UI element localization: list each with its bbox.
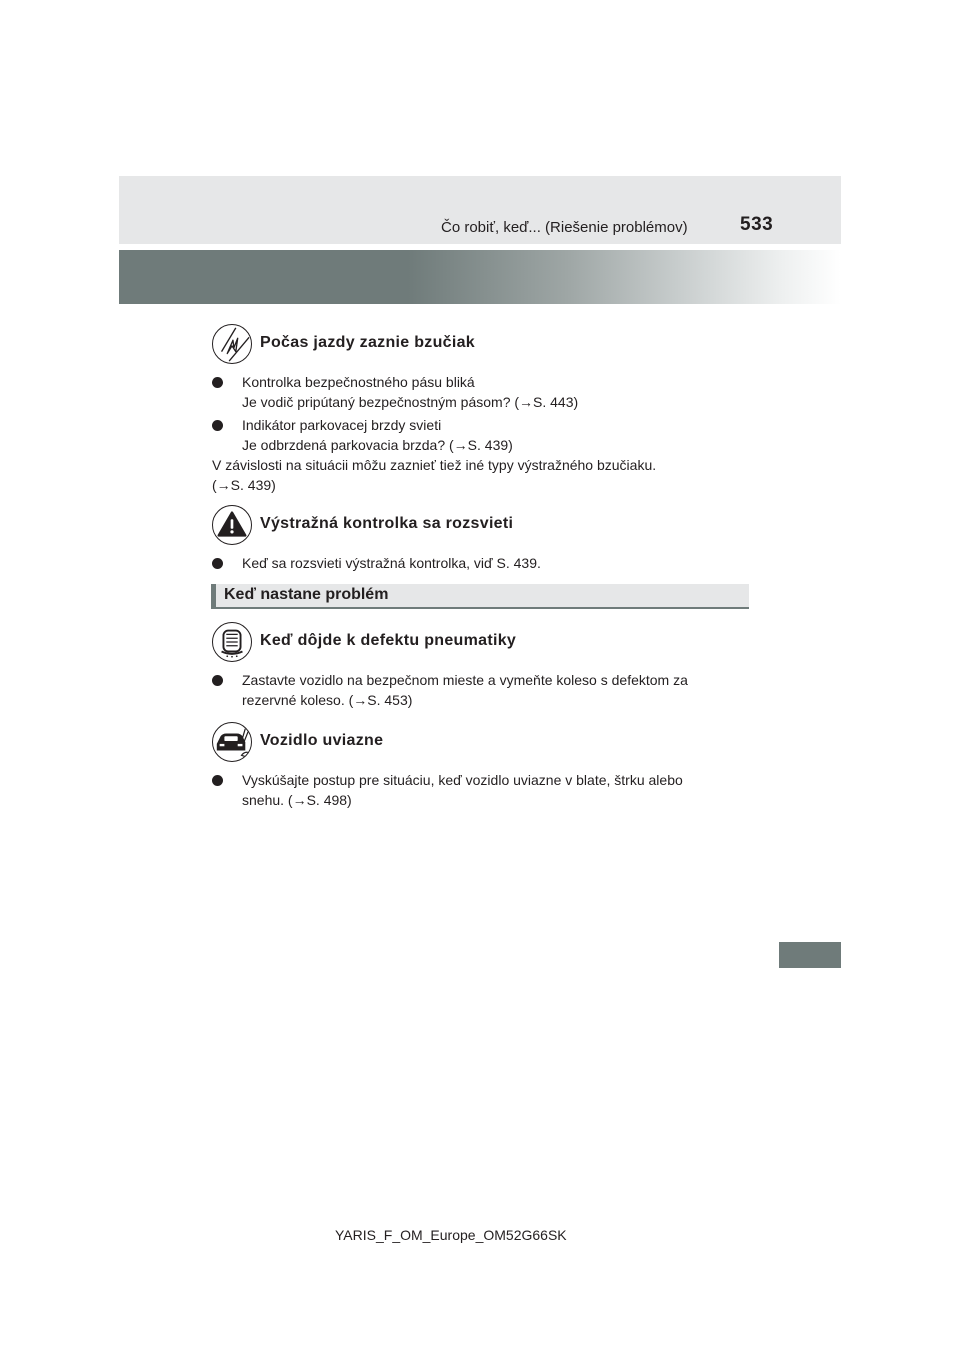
- list-item-text: snehu. (→S. 498): [242, 792, 352, 808]
- list-item-detail: Je vodič pripútaný bezpečnostným pásom? (→S. 443): [242, 394, 579, 410]
- page-header-title: Čo robiť, keď... (Riešenie problémov): [441, 219, 688, 236]
- list-item: [212, 670, 745, 710]
- bullet-icon: [212, 675, 223, 686]
- list-item: [212, 415, 745, 455]
- warning-triangle-icon: [212, 505, 252, 545]
- section-header: [211, 584, 749, 609]
- list-item-detail: Je odbrzdená parkovacia brzda? (→S. 439): [242, 437, 513, 453]
- bullet-icon: [212, 775, 223, 786]
- list-item: [212, 770, 745, 810]
- list-item-text: Vyskúšajte postup pre situáciu, keď vozidlo uviazne v blate, štrku alebo: [242, 772, 683, 788]
- list-item: [212, 553, 745, 573]
- section-title: Keď nastane problém: [224, 586, 389, 603]
- list-item-heading: Kontrolka bezpečnostného pásu bliká: [242, 374, 475, 390]
- bullet-icon: [212, 377, 223, 388]
- list-item-text: rezervné koleso. (→S. 453): [242, 692, 413, 708]
- topic-title: Výstražná kontrolka sa rozsvieti: [260, 515, 514, 532]
- topic-title: Vozidlo uviazne: [260, 732, 384, 749]
- chapter-gradient-bar: [119, 250, 841, 304]
- list-item-text: Zastavte vozidlo na bezpečnom mieste a vymeňte koleso s defektom za: [242, 672, 688, 688]
- chapter-side-tab: [779, 942, 841, 968]
- buzzer-sound-icon: [212, 324, 252, 364]
- note-paragraph: [212, 455, 656, 495]
- stuck-vehicle-icon: [212, 722, 252, 762]
- topic-title: Keď dôjde k defektu pneumatiky: [260, 632, 517, 649]
- note-line: V závislosti na situácii môžu zaznieť tiež iné typy výstražného bzučiaku.: [212, 457, 657, 473]
- list-item: [212, 372, 745, 412]
- bullet-icon: [212, 420, 223, 431]
- document-code: YARIS_F_OM_Europe_OM52G66SK: [335, 1227, 567, 1243]
- note-line: (→S. 439): [212, 477, 276, 493]
- list-item-heading: Indikátor parkovacej brzdy svieti: [242, 417, 442, 433]
- bullet-icon: [212, 558, 223, 569]
- topic-title: Počas jazdy zaznie bzučiak: [260, 334, 475, 351]
- page-number: 533: [740, 214, 774, 235]
- flat-tire-icon: [212, 622, 252, 662]
- list-item-text: Keď sa rozsvieti výstražná kontrolka, viď S. 439.: [242, 555, 541, 571]
